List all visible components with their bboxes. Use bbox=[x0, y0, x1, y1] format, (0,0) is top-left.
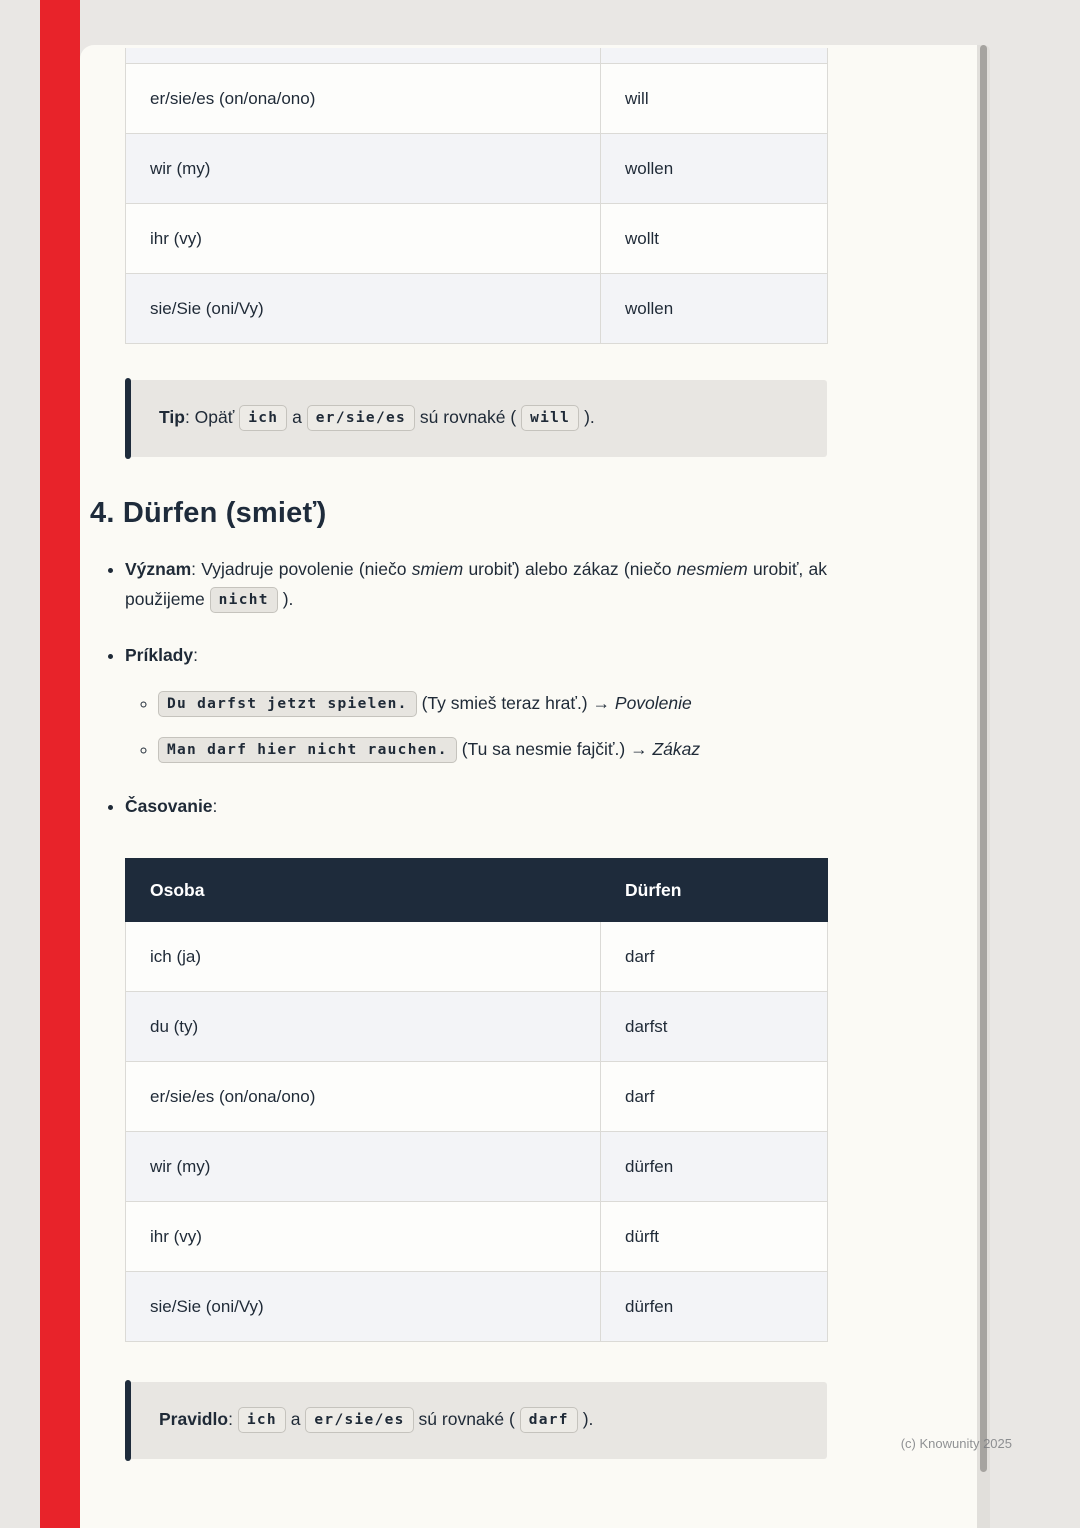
person-cell: ihr (vy) bbox=[126, 1202, 601, 1272]
example-item bbox=[158, 687, 827, 719]
table-row bbox=[126, 64, 828, 134]
red-edge-stripe bbox=[40, 0, 80, 1528]
conjugation-item bbox=[125, 791, 827, 821]
document-page bbox=[80, 45, 990, 1528]
code-chip: er/sie/es bbox=[307, 405, 415, 431]
examples-label: Príklady bbox=[125, 645, 194, 665]
conjugation-label: Časovanie bbox=[125, 796, 213, 816]
table-header-osoba: Osoba bbox=[126, 859, 601, 922]
examples-sublist bbox=[125, 687, 827, 765]
section-bullet-list bbox=[90, 554, 827, 821]
scrollbar-track[interactable] bbox=[977, 45, 990, 1528]
person-cell: ich (ja) bbox=[126, 922, 601, 992]
tip-label: Tip bbox=[159, 407, 185, 427]
meaning-italic: nesmiem bbox=[676, 559, 748, 579]
code-chip: ich bbox=[239, 405, 287, 431]
code-chip: Man darf hier nicht rauchen. bbox=[158, 737, 457, 763]
document-content bbox=[80, 45, 827, 1459]
tip-text: ). bbox=[584, 407, 595, 427]
example-tag: Povolenie bbox=[614, 693, 692, 713]
form-cell: darf bbox=[601, 922, 828, 992]
code-chip: nicht bbox=[210, 587, 278, 613]
table-row bbox=[126, 922, 828, 992]
code-chip: darf bbox=[520, 1407, 578, 1433]
table-header-row bbox=[126, 859, 828, 922]
table-row bbox=[126, 204, 828, 274]
table-row bbox=[126, 274, 828, 344]
meaning-text: ). bbox=[282, 589, 294, 609]
person-cell: er/sie/es (on/ona/ono) bbox=[126, 1062, 601, 1132]
person-cell: wir (my) bbox=[126, 1132, 601, 1202]
watermark: (c) Knowunity 2025 bbox=[900, 1436, 1012, 1451]
table-row bbox=[126, 1202, 828, 1272]
rule-label: Pravidlo bbox=[159, 1409, 229, 1429]
person-cell: wir (my) bbox=[126, 134, 601, 204]
arrow-glyph: → bbox=[592, 693, 611, 713]
rule-text: a bbox=[290, 1409, 301, 1429]
person-cell: sie/Sie (oni/Vy) bbox=[126, 274, 601, 344]
table-header-duerfen: Dürfen bbox=[601, 859, 828, 922]
conjugation-colon: : bbox=[212, 796, 218, 816]
form-cell: dürfen bbox=[601, 1132, 828, 1202]
table-row bbox=[126, 1132, 828, 1202]
code-chip: ich bbox=[238, 1407, 286, 1433]
example-tag: Zákaz bbox=[652, 739, 701, 759]
tip-text: a bbox=[292, 407, 302, 427]
meaning-text: urobiť, ak použijeme bbox=[125, 559, 827, 609]
form-cell: darfst bbox=[601, 992, 828, 1062]
form-cell: dürft bbox=[601, 1202, 828, 1272]
meaning-item bbox=[125, 554, 827, 614]
form-cell: wollen bbox=[601, 274, 828, 344]
person-cell: sie/Sie (oni/Vy) bbox=[126, 1272, 601, 1342]
arrow-glyph: → bbox=[630, 739, 648, 759]
meaning-label: Význam bbox=[125, 559, 192, 579]
form-cell: will bbox=[601, 64, 828, 134]
form-cell: dürfen bbox=[601, 1272, 828, 1342]
section-heading: 4. Dürfen (smieť) bbox=[90, 497, 327, 529]
meaning-text: urobiť) alebo zákaz (niečo bbox=[468, 559, 672, 579]
rule-callout bbox=[125, 1382, 827, 1459]
person-cell: du (ty) bbox=[126, 992, 601, 1062]
tip-text: : Opäť bbox=[184, 407, 235, 427]
example-translation: (Ty smieš teraz hrať.) bbox=[421, 693, 588, 713]
rule-text: ). bbox=[582, 1409, 594, 1429]
form-cell: darf bbox=[601, 1062, 828, 1132]
code-chip: Du darfst jetzt spielen. bbox=[158, 691, 417, 717]
example-item bbox=[158, 733, 827, 765]
table-row bbox=[126, 1272, 828, 1342]
person-cell: ihr (vy) bbox=[126, 204, 601, 274]
form-cell: wollen bbox=[601, 134, 828, 204]
examples-colon: : bbox=[193, 645, 198, 665]
duerfen-conjugation-table bbox=[125, 858, 827, 1342]
form-cell: wollt bbox=[601, 204, 828, 274]
meaning-italic: smiem bbox=[411, 559, 464, 579]
person-cell: er/sie/es (on/ona/ono) bbox=[126, 64, 601, 134]
rule-text: : bbox=[228, 1409, 233, 1429]
scrollbar-thumb[interactable] bbox=[980, 45, 987, 1472]
meaning-text: : Vyjadruje povolenie (niečo bbox=[191, 559, 407, 579]
table-row bbox=[126, 134, 828, 204]
cropped-table-row bbox=[126, 48, 828, 64]
code-chip: er/sie/es bbox=[305, 1407, 413, 1433]
tip-text: sú rovnaké ( bbox=[419, 407, 517, 427]
wollen-conjugation-table bbox=[125, 48, 827, 344]
table-row bbox=[126, 1062, 828, 1132]
tip-callout bbox=[125, 380, 827, 457]
example-translation: (Tu sa nesmie fajčiť.) bbox=[461, 739, 626, 759]
rule-text: sú rovnaké ( bbox=[418, 1409, 515, 1429]
code-chip: will bbox=[521, 405, 579, 431]
table-row bbox=[126, 992, 828, 1062]
examples-item bbox=[125, 640, 827, 765]
